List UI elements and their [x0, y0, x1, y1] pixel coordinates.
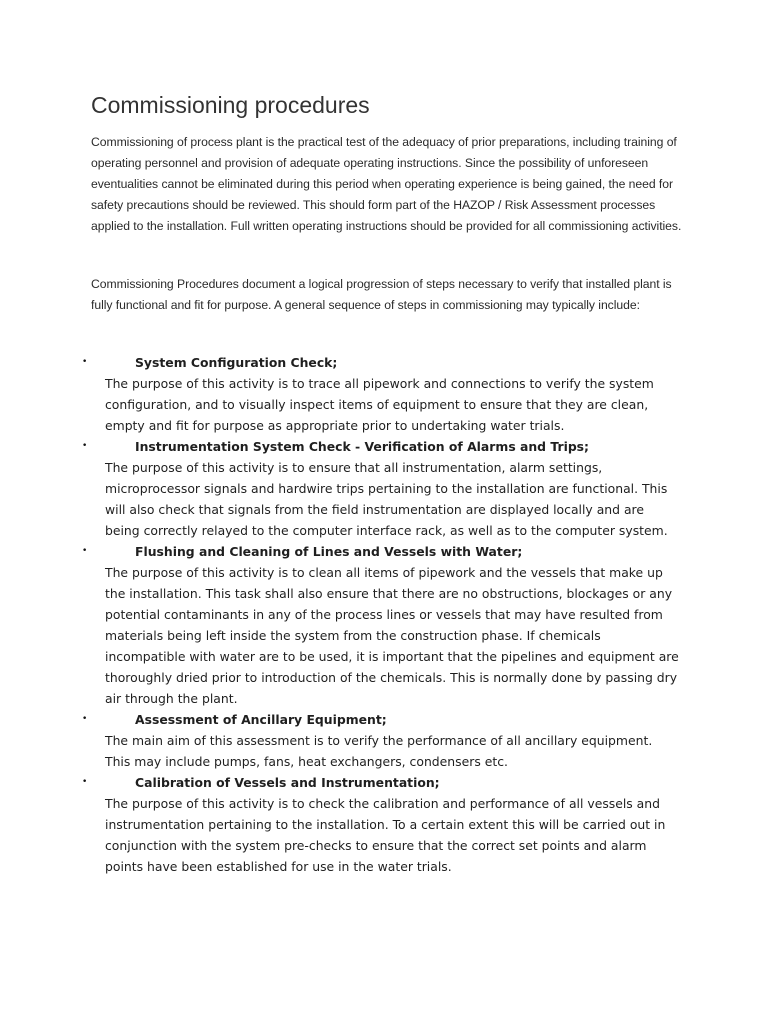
step-heading: Flushing and Cleaning of Lines and Vessels with Water;	[135, 544, 523, 559]
list-item-instrumentation-check	[0, 436, 680, 541]
bullet-icon: •	[82, 357, 88, 367]
intro-paragraph: Commissioning of process plant is the practical test of the adequacy of prior preparations, including training of operating personnel and provision of adequate operating instructions. Since the possibility of unforeseen eventualities cannot be eliminated during this period when operating experience is being gained, the need for safety precautions should be reviewed. This should form part of the HAZOP / Risk Assessment processes applied to the installation. Full written operating instructions should be provided for all commissioning activities.	[91, 135, 682, 233]
step-description: The purpose of this activity is to check the calibration and performance of all vessels and instrumentation pertaining to the installation. To a certain extent this will be carried out in conjunction with the system pre-checks to ensure that the correct set points and alarm points have been established for use in the water trials.	[105, 796, 666, 874]
page-title: Commissioning procedures	[91, 92, 370, 118]
bullet-icon: •	[82, 441, 88, 451]
sequence-paragraph: Commissioning Procedures document a logical progression of steps necessary to verify that installed plant is fully functional and fit for purpose. A general sequence of steps in commissioning may typically include:	[91, 277, 672, 312]
list-item-system-configuration	[0, 352, 680, 436]
list-item-flushing-cleaning	[0, 541, 680, 709]
list-item-calibration	[0, 772, 680, 877]
step-description: The purpose of this activity is to ensure that all instrumentation, alarm settings, microprocessor signals and hardwire trips pertaining to the installation are functional. This will also check that signals from the field instrumentation are displayed locally and are being correctly relayed to the computer interface rack, as well as to the computer system.	[105, 460, 668, 538]
step-heading: System Configuration Check;	[135, 355, 338, 370]
step-heading: Assessment of Ancillary Equipment;	[135, 712, 387, 727]
bullet-icon: •	[82, 546, 88, 556]
step-description: The main aim of this assessment is to verify the performance of all ancillary equipment. This may include pumps, fans, heat exchangers, condensers etc.	[105, 733, 653, 769]
commissioning-steps-list	[0, 352, 768, 877]
step-heading: Calibration of Vessels and Instrumentation;	[135, 775, 440, 790]
bullet-icon: •	[82, 777, 88, 787]
step-heading: Instrumentation System Check - Verification of Alarms and Trips;	[135, 439, 590, 454]
step-description: The purpose of this activity is to trace all pipework and connections to verify the system configuration, and to visually inspect items of equipment to ensure that they are clean, empty and fit for purpose as appropriate prior to undertaking water trials.	[105, 376, 654, 433]
bullet-icon: •	[82, 714, 88, 724]
step-description: The purpose of this activity is to clean all items of pipework and the vessels that make up the installation. This task shall also ensure that there are no obstructions, blockages or any potential contaminants in any of the process lines or vessels that may have resulted from materials being left inside the system from the construction phase. If chemicals incompatible with water are to be used, it is important that the pipelines and equipment are thoroughly dried prior to introduction of the chemicals. This is normally done by passing dry air through the plant.	[105, 565, 679, 706]
list-item-ancillary-equipment	[0, 709, 680, 772]
